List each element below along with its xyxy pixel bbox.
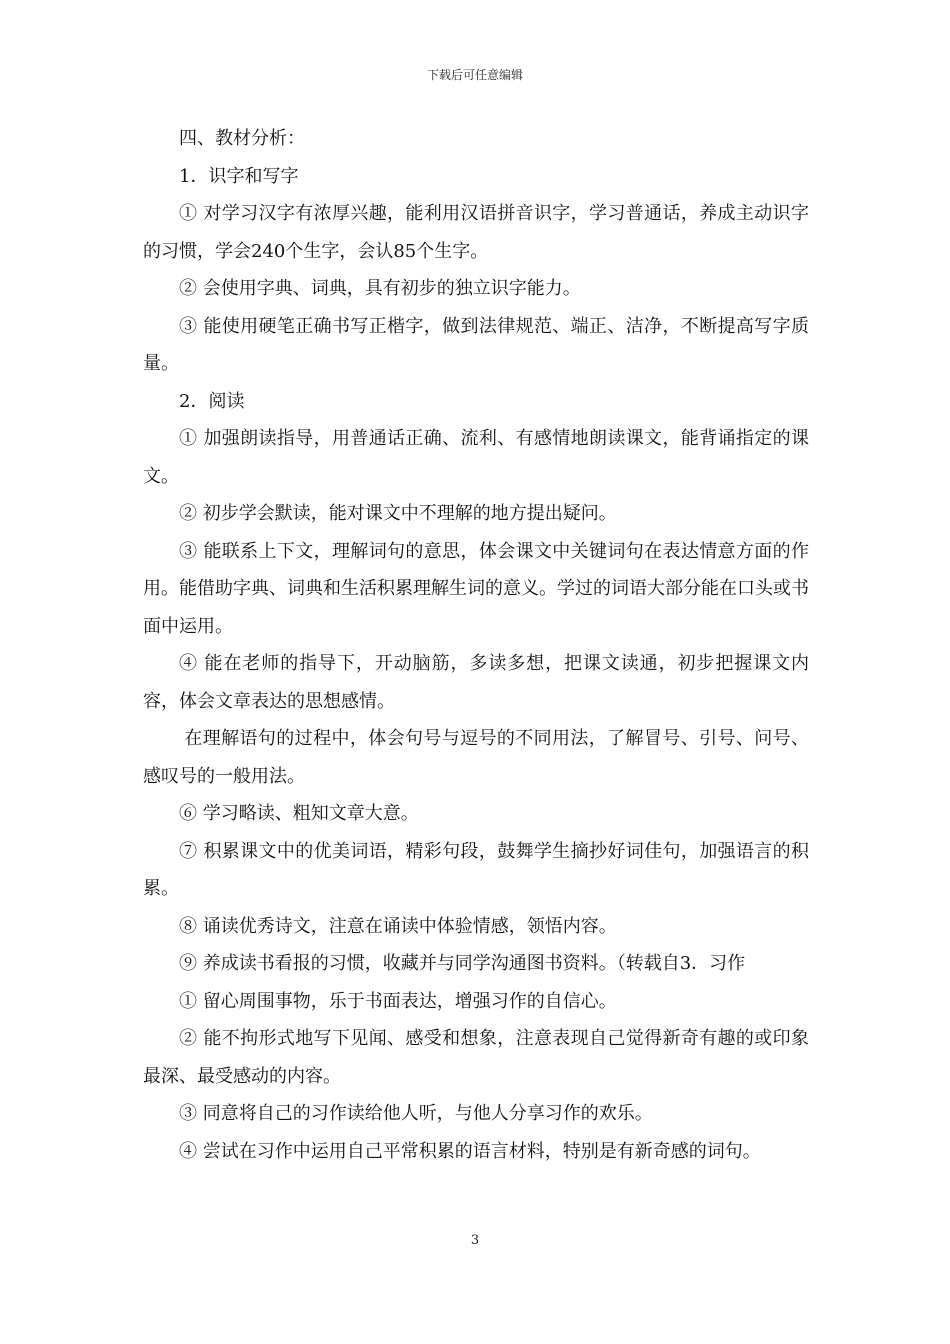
literacy-heading: 1．识字和写字 xyxy=(179,165,299,187)
document-body xyxy=(143,120,809,1170)
writing-item-2: ② 能不拘形式地写下见闻、感受和想象，注意表现自己觉得新奇有趣的或印象最深、最受感动的内容。 xyxy=(143,1028,809,1087)
reading-item-5: 在理解语句的过程中，体会句号与逗号的不同用法，了解冒号、引号、问号、感叹号的一般用法。 xyxy=(143,728,809,787)
reading-item-7: ⑦ 积累课文中的优美词语，精彩句段，鼓舞学生摘抄好词佳句，加强语言的积累。 xyxy=(143,840,809,899)
page-number: 3 xyxy=(470,1233,480,1248)
reading-item-3: ③ 能联系上下文，理解词句的意思，体会课文中关键词句在表达情意方面的作用。能借助字典、词典和生活积累理解生词的意义。学过的词语大部分能在口头或书面中运用。 xyxy=(143,540,809,637)
page-header-note: 下载后可任意编辑 xyxy=(426,68,523,82)
reading-item-4: ④ 能在老师的指导下，开动脑筋，多读多想，把课文读通，初步把握课文内容，体会文章表达的思想感情。 xyxy=(143,653,809,712)
literacy-item-1: ① 对学习汉字有浓厚兴趣，能利用汉语拼音识字，学习普通话，养成主动识字的习惯，学会240个生字，会认85个生字。 xyxy=(143,203,809,262)
writing-item-4: ④ 尝试在习作中运用自己平常积累的语言材料，特别是有新奇感的词句。 xyxy=(179,1140,761,1162)
reading-item-1: ① 加强朗读指导，用普通话正确、流利、有感情地朗读课文，能背诵指定的课文。 xyxy=(143,428,809,487)
reading-heading: 2．阅读 xyxy=(179,390,245,412)
reading-item-6: ⑥ 学习略读、粗知文章大意。 xyxy=(179,803,419,824)
literacy-item-2: ② 会使用字典、词典，具有初步的独立识字能力。 xyxy=(179,278,581,299)
writing-item-1: ① 留心周围事物，乐于书面表达，增强习作的自信心。 xyxy=(179,990,617,1012)
literacy-item-3: ③ 能使用硬笔正确书写正楷字，做到法律规范、端正、洁净，不断提高写字质量。 xyxy=(143,315,809,374)
reading-item-8: ⑧ 诵读优秀诗文，注意在诵读中体验情感，领悟内容。 xyxy=(179,915,617,937)
writing-item-3: ③ 同意将自己的习作读给他人听，与他人分享习作的欢乐。 xyxy=(179,1103,653,1124)
reading-item-9: ⑨ 养成读书看报的习惯，收藏并与同学沟通图书资料。（转载自3．习作 xyxy=(179,953,746,974)
section-title: 四、教材分析： xyxy=(179,128,305,149)
reading-item-2: ② 初步学会默读，能对课文中不理解的地方提出疑问。 xyxy=(179,503,617,524)
